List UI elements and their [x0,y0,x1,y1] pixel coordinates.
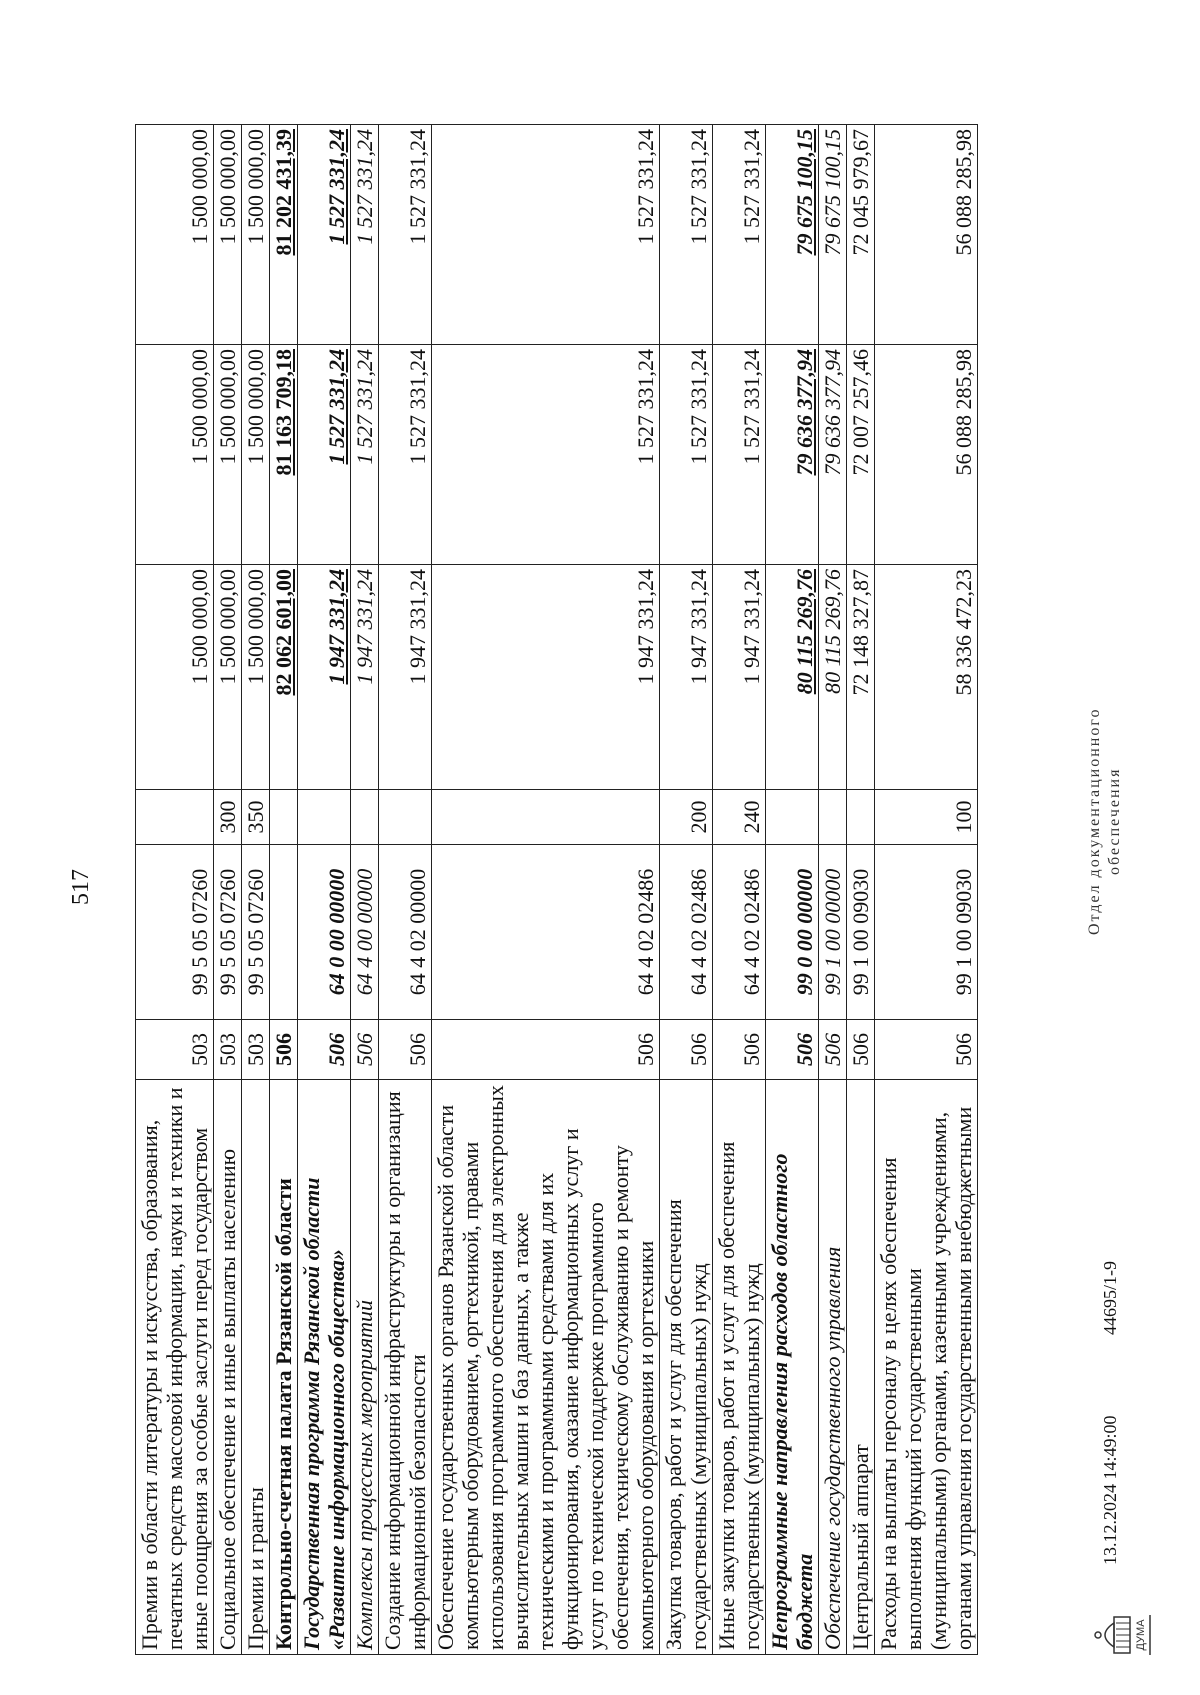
row-value-3: 56 088 285,98 [875,125,978,345]
row-value-2: 79 636 377,94 [766,345,819,565]
row-vr [847,790,875,845]
row-csr: 64 4 00 00000 [351,845,379,1020]
row-name: Комплексы процессных мероприятий [351,1080,379,1655]
row-value-2: 1 500 000,00 [136,345,214,565]
row-value-2: 81 163 709,18 [270,345,298,565]
row-value-3: 1 500 000,00 [242,125,270,345]
row-name: Создание информационной инфраструктуры и организация информационной безопасности [379,1080,432,1655]
row-vr: 350 [242,790,270,845]
row-value-3: 1 527 331,24 [298,125,351,345]
row-value-1: 80 115 269,76 [819,565,847,790]
row-csr: 64 4 02 02486 [432,845,660,1020]
row-value-3: 1 527 331,24 [351,125,379,345]
page-number: 517 [68,869,94,905]
row-value-1: 1 947 331,24 [432,565,660,790]
row-value-1: 1 947 331,24 [351,565,379,790]
row-value-3: 79 675 100,15 [819,125,847,345]
row-code: 506 [270,1020,298,1080]
row-name: Непрограммные направления расходов областного бюджета [766,1080,819,1655]
table-row [875,125,978,1655]
row-value-2: 1 527 331,24 [298,345,351,565]
row-name: Закупка товаров, работ и услуг для обеспечения государственных (муниципальных) нужд [660,1080,713,1655]
row-name: Контрольно-счетная палата Рязанской области [270,1080,298,1655]
table-row [214,125,242,1655]
row-name: Обеспечение государственного управления [819,1080,847,1655]
row-code: 506 [766,1020,819,1080]
row-value-1: 1 500 000,00 [242,565,270,790]
row-code: 503 [242,1020,270,1080]
department-stamp [1085,707,1125,935]
row-name: Центральный аппарат [847,1080,875,1655]
table-row [847,125,875,1655]
row-value-3: 1 527 331,24 [379,125,432,345]
row-code: 506 [819,1020,847,1080]
row-name: Иные закупки товаров, работ и услуг для обеспечения государственных (муниципальных) нужд [713,1080,766,1655]
row-value-3: 1 500 000,00 [214,125,242,345]
row-value-1: 1 500 000,00 [136,565,214,790]
row-value-1: 1 947 331,24 [298,565,351,790]
row-value-3: 79 675 100,15 [766,125,819,345]
row-value-1: 1 947 331,24 [660,565,713,790]
table-row [819,125,847,1655]
stamp-line-1: Отдел документационного [1086,707,1103,935]
table-row [766,125,819,1655]
row-name: Социальное обеспечение и иные выплаты населению [214,1080,242,1655]
row-vr [270,790,298,845]
row-csr: 64 4 02 00000 [379,845,432,1020]
row-vr: 240 [713,790,766,845]
table-row [379,125,432,1655]
duma-building-icon [1090,1605,1160,1665]
row-name: Обеспечение государственных органов Рязанской области компьютерным оборудованием, оргтехникой, правами использования программного обеспечения для электронных вычислительных машин и баз данных, а также техническими и программными средствами для их функционирования, оказание информационных услуг и услуг по технической поддержке программного обеспечения, техническому обслуживанию и ремонту компьютерного оборудования и оргтехники [432,1080,660,1655]
row-vr [432,790,660,845]
row-value-1: 72 148 327,87 [847,565,875,790]
row-value-2: 1 527 331,24 [351,345,379,565]
table-row [270,125,298,1655]
row-name: Премии в области литературы и искусства, образования, печатных средств массовой информации, науки и техники и иные поощрения за особые заслуги перед государством [136,1080,214,1655]
row-value-2: 1 527 331,24 [713,345,766,565]
row-csr: 99 0 00 00000 [766,845,819,1020]
row-value-3: 81 202 431,39 [270,125,298,345]
row-code: 506 [875,1020,978,1080]
row-value-2: 72 007 257,46 [847,345,875,565]
stamp-line-2: обеспечения [1106,767,1123,875]
row-csr: 64 4 02 02486 [660,845,713,1020]
row-code: 506 [847,1020,875,1080]
row-value-2: 1 500 000,00 [214,345,242,565]
row-vr: 100 [875,790,978,845]
table-row [713,125,766,1655]
row-code: 506 [713,1020,766,1080]
row-value-1: 58 336 472,23 [875,565,978,790]
row-vr [766,790,819,845]
table-row [351,125,379,1655]
table-row [242,125,270,1655]
table-body [136,125,978,1655]
row-value-2: 1 527 331,24 [660,345,713,565]
row-vr [819,790,847,845]
row-value-2: 1 527 331,24 [379,345,432,565]
row-name: Премии и гранты [242,1080,270,1655]
table-row [136,125,214,1655]
row-value-2: 79 636 377,94 [819,345,847,565]
budget-table [135,124,978,1655]
row-value-1: 1 500 000,00 [214,565,242,790]
row-value-3: 1 527 331,24 [660,125,713,345]
row-name: Государственная программа Рязанской области «Развитие информационного общества» [298,1080,351,1655]
row-vr [379,790,432,845]
row-value-1: 80 115 269,76 [766,565,819,790]
table-row [660,125,713,1655]
row-csr: 99 5 05 07260 [214,845,242,1020]
row-vr [298,790,351,845]
row-csr: 99 5 05 07260 [242,845,270,1020]
row-code: 506 [351,1020,379,1080]
row-vr [351,790,379,845]
row-value-2: 1 500 000,00 [242,345,270,565]
row-value-3: 72 045 979,67 [847,125,875,345]
table-row [298,125,351,1655]
row-code: 506 [432,1020,660,1080]
row-code: 503 [214,1020,242,1080]
row-csr: 99 1 00 09030 [847,845,875,1020]
row-code: 506 [298,1020,351,1080]
row-value-3: 1 527 331,24 [432,125,660,345]
duma-logo [1090,1605,1160,1665]
row-value-1: 82 062 601,00 [270,565,298,790]
footer-date: 13.12.2024 14:49:00 [1100,1415,1120,1565]
row-csr [270,845,298,1020]
row-code: 506 [660,1020,713,1080]
logo-text: ДУМА [1135,1619,1147,1651]
row-vr [136,790,214,845]
row-vr: 200 [660,790,713,845]
row-csr: 99 5 05 07260 [136,845,214,1020]
row-vr: 300 [214,790,242,845]
row-value-2: 56 088 285,98 [875,345,978,565]
row-code: 503 [136,1020,214,1080]
table-row [432,125,660,1655]
row-csr: 64 0 00 00000 [298,845,351,1020]
row-code: 506 [379,1020,432,1080]
footer-doc-id: 44695/1-9 [1100,1261,1120,1335]
row-name: Расходы на выплаты персоналу в целях обеспечения выполнения функций государственными (муниципальными) органами, казенными учреждениями, органами управления государственными внебюджетными [875,1080,978,1655]
row-csr: 99 1 00 00000 [819,845,847,1020]
row-csr: 99 1 00 09030 [875,845,978,1020]
row-value-3: 1 500 000,00 [136,125,214,345]
row-value-1: 1 947 331,24 [379,565,432,790]
row-value-2: 1 527 331,24 [432,345,660,565]
row-value-3: 1 527 331,24 [713,125,766,345]
row-csr: 64 4 02 02486 [713,845,766,1020]
row-value-1: 1 947 331,24 [713,565,766,790]
